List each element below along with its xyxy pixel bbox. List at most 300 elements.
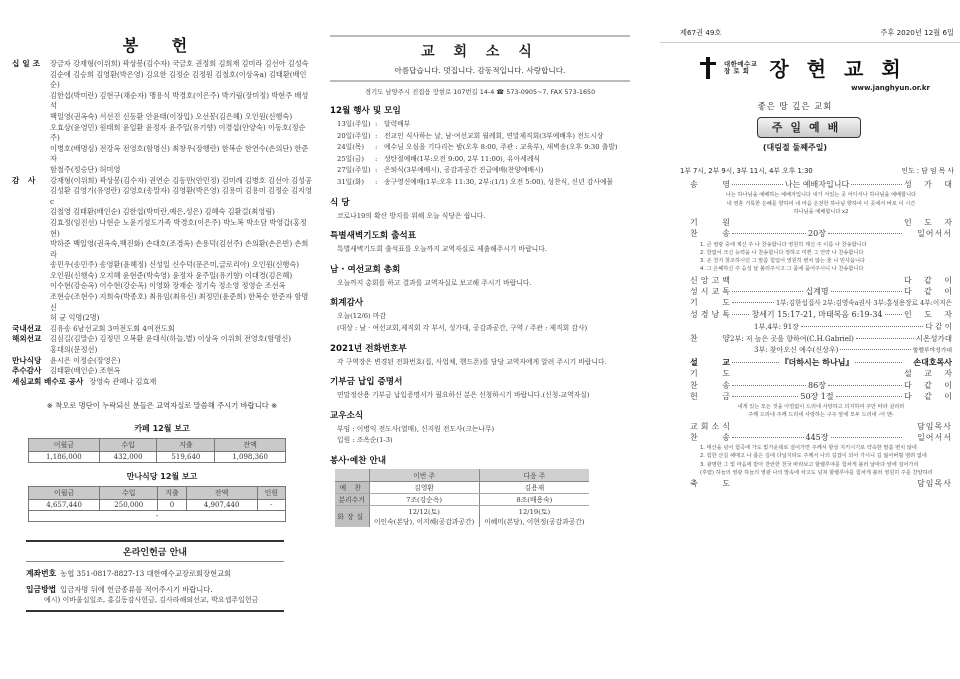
section-title: 2021년 전화번호부 xyxy=(330,343,407,354)
value-cell: 519,640 xyxy=(157,452,215,463)
order-row xyxy=(690,228,952,239)
order-responsible: 담임목사 xyxy=(917,421,952,431)
header-cell: 잔액 xyxy=(186,487,257,500)
donor-row xyxy=(12,186,312,207)
label-char: 이 xyxy=(944,286,952,296)
label-char: 이 xyxy=(944,275,952,285)
order-row xyxy=(690,345,952,357)
denomination-line: 장 로 회 xyxy=(724,66,750,75)
row-header: 예 찬 xyxy=(335,481,369,493)
order-label xyxy=(690,309,730,320)
dotted-leader xyxy=(732,302,774,303)
order-middle xyxy=(730,485,904,486)
section-title: 식 당 xyxy=(330,197,350,208)
order-row xyxy=(690,391,952,402)
donor-category-label xyxy=(12,271,50,282)
label-char: 교 xyxy=(924,369,932,379)
donor-row xyxy=(12,313,312,324)
names: 이혜미(본당), 이현정(공감과공간) xyxy=(484,518,585,527)
dotted-leader xyxy=(732,362,779,363)
label-char: 앙 xyxy=(700,275,709,285)
method-example: 예시) 이바울십일조, 홍길동감사헌금, 김사라해외선교, 박요셉주일헌금 xyxy=(44,596,259,605)
donor-names: 홍대의(문정선) xyxy=(50,345,98,355)
donor-row xyxy=(12,207,312,218)
donor-names: 김태환(배인순) 조현옥 xyxy=(50,366,121,376)
donor-row xyxy=(12,356,312,367)
names: 이인숙(본당), 이지혜(공감과공간) xyxy=(373,518,475,527)
order-label xyxy=(690,478,730,489)
order-responsible: 일어서서 xyxy=(917,432,952,442)
lyrics-line: 3. 온 천지 창조하시던 그 말씀 힘입어 영원히 변치 않는 줄 나 믿사옵니다 xyxy=(700,258,866,265)
label-char: 이 xyxy=(944,391,952,401)
church-name: 장현교회 xyxy=(769,57,919,81)
lyrics-block xyxy=(690,444,952,477)
event-text: 성탄절예배(1부:오전 9:00, 2부 11:00), 유아세례식 xyxy=(384,154,540,163)
label-char: 기 xyxy=(690,218,698,228)
online-offering-box xyxy=(26,540,284,612)
method-label: 입금방법 xyxy=(26,585,57,595)
bulletin-date: 주후 2020년 12월 6일 xyxy=(880,28,954,37)
order-row xyxy=(690,432,952,443)
method-row xyxy=(26,584,284,595)
denomination xyxy=(724,61,757,75)
section-text: 연말정산용 기부금 납입증명서가 필요하신 분은 신청하시기 바랍니다.(신청-교역자실) xyxy=(337,391,590,400)
events-list xyxy=(330,119,630,189)
label-char: 찬 xyxy=(690,432,698,442)
order-row xyxy=(690,179,952,190)
lyrics-line: 1. 큰 영광 중에 계신 주 나 찬송합니다 영원히 계신 주 이름 나 찬송합니다 xyxy=(700,241,867,248)
header-cell: 잔액 xyxy=(215,439,286,452)
label-char: 다 xyxy=(904,391,912,401)
order-responsible xyxy=(904,275,952,286)
event-row xyxy=(330,165,630,177)
header-cell: 이월금 xyxy=(29,487,100,500)
worship-order-column xyxy=(660,0,960,679)
donor-names: 윤시은 이정순(장영은) xyxy=(50,355,121,365)
section-title: 남 · 여선교회 총회 xyxy=(330,264,401,275)
church-logo xyxy=(700,53,960,82)
dotted-leader xyxy=(801,326,924,327)
section-text: 입원 : 조옥순(1-3) xyxy=(337,436,393,445)
account-label: 계좌번호 xyxy=(26,569,57,579)
donor-names: 오효상(윤영민) 원태희 윤일환 윤정자 윤주일(유기향) 이경섭(안양숙) 이동호(정순주) xyxy=(50,122,306,143)
separator: : xyxy=(375,177,378,186)
order-item: 나는 예배자입니다 xyxy=(784,180,850,189)
hymn-text: 1부,4부: 91장 xyxy=(754,322,799,331)
separator: : xyxy=(375,143,378,152)
donor-category-label: 해외선교 xyxy=(12,334,42,344)
value-cell: 0 xyxy=(158,500,186,511)
donor-names: 함철주(정승단) 허미영 xyxy=(50,164,121,174)
event-date: 13일(주일) xyxy=(337,120,371,128)
order-label xyxy=(690,333,730,344)
order-item: 십계명 xyxy=(805,286,829,296)
order-item: 20장 xyxy=(808,229,826,239)
event-date: 31일(화) xyxy=(337,177,365,186)
label-char: 도 xyxy=(722,369,730,379)
donor-row xyxy=(12,345,312,356)
date: 12/12(토) xyxy=(408,508,440,517)
section-text: (대상 : 남 · 여선교회,제직회 각 부서, 성가대, 공감과공간, 구역 / 주관 : 제직회 감사) xyxy=(337,323,588,332)
order-middle xyxy=(730,375,904,376)
label-char: 같 xyxy=(924,286,932,296)
label-char: 자 xyxy=(944,369,952,379)
donor-category-label xyxy=(12,144,50,165)
event-text: 달력배부 xyxy=(384,120,411,128)
offerings-column xyxy=(12,0,312,679)
divider xyxy=(330,35,630,37)
order-label xyxy=(690,421,730,432)
cell xyxy=(479,505,589,527)
separator: : xyxy=(375,120,378,128)
lyrics-line: 1. 태산을 넘어 험곡에 가도 빛가운데로 걸어가면 주께서 항상 지키시기로 약속한 말씀 변치 않네 xyxy=(700,444,917,451)
donor-names: 박하준 백일영(권옥숙,백진화) 손대호(조경옥) 손용덕(김선주) 손의환(손은빈) 손희라 xyxy=(50,239,309,259)
order-label xyxy=(690,357,730,368)
denomination-line: 대한예수교 xyxy=(724,59,758,68)
donor-category-label xyxy=(12,239,50,260)
hymn-text: 2부: 저 높은 곳을 향하여(C.H.Gabriel) xyxy=(730,334,854,343)
section-text: 오늘까지 총회를 하고 결과를 교역자실로 보고해 주시기 바랍니다. xyxy=(337,278,532,287)
website-link[interactable]: www.janghyun.or.kr xyxy=(851,84,930,92)
order-row xyxy=(690,217,952,228)
label-char: 헌 xyxy=(690,391,698,401)
donor-category-label xyxy=(12,292,50,313)
label-char: 성 xyxy=(690,310,698,320)
order-responsible xyxy=(904,380,952,391)
order-responsible: 손대호목사 xyxy=(913,358,952,368)
label-char: 같 xyxy=(924,380,932,390)
dotted-leader xyxy=(831,291,902,292)
donor-row xyxy=(12,165,312,176)
donor-category-label xyxy=(12,345,50,356)
dotted-leader xyxy=(732,184,783,185)
order-item: 창세기 15:17-21, 마태복음 6:19-34 xyxy=(751,310,883,320)
lyrics-block xyxy=(690,241,952,274)
order-middle xyxy=(730,334,916,345)
label-char: 송 xyxy=(690,180,698,189)
donor-row xyxy=(12,271,312,282)
label-char: 다 xyxy=(904,380,912,390)
donor-category-label xyxy=(12,207,50,218)
cell: 김영환 xyxy=(369,481,479,493)
order-row xyxy=(690,309,952,320)
donor-row xyxy=(12,260,312,271)
order-row xyxy=(690,297,952,309)
donor-names: 김성환 김영기(유영란) 김영호(송말자) 김영환(박은영) 김용미 김용미 김정순 김지영c xyxy=(50,186,312,206)
donor-category-label: 만나식당 xyxy=(12,355,42,365)
label-char: 원 xyxy=(722,218,730,228)
event-text: 예수님 오심을 기다리는 밤(오후 8:00, 주관 : 교육부), 새벽송(오후 9:30 출발) xyxy=(384,143,618,152)
section-text: 특별새벽기도회 출석표를 오늘까지 교역자실로 제출해주시기 바랍니다. xyxy=(337,245,547,254)
section-title: 특별새벽기도회 출석표 xyxy=(330,231,417,242)
event-text: 송구영신예배(1부:오후 11:30, 2부:(1/1) 오전 5:00), 성찬식, 신년 감사예물 xyxy=(384,177,614,186)
order-responsible xyxy=(904,391,952,402)
section-text: 각 구역장은 변경된 전화번호(집, 사업체, 핸드폰)를 담당 교역자에게 알려 주시기 바랍니다. xyxy=(337,357,607,366)
event-date: 25일(금) xyxy=(337,154,365,163)
donor-names: 조현승(조현수) 지희숙(박종호) 최유임(최유신) 최정민(윤준희) 한복순 한준자 함명신 xyxy=(50,292,309,312)
label-char: 인 xyxy=(904,218,912,228)
label-char: 가 xyxy=(924,180,932,189)
order-label xyxy=(690,286,730,297)
church-motto: 좋은 땅 깊은 교회 xyxy=(757,101,833,111)
label-char: 같 xyxy=(924,391,932,401)
header-cell: 다음 주 xyxy=(479,469,589,482)
donor-row xyxy=(12,377,312,388)
order-responsible: 담임목사 xyxy=(917,479,952,489)
lyrics-line: 2. 한없이 크신 능력을 나 찬송합니다 정하고 미쁜 그 언약 나 찬송합니다 xyxy=(700,249,864,256)
label-char: 성 xyxy=(904,180,912,189)
donor-row xyxy=(12,70,312,91)
order-label xyxy=(690,228,730,239)
order-label xyxy=(690,368,730,379)
donor-category-label xyxy=(12,91,50,112)
donor-category-label: 십일조 xyxy=(12,59,44,68)
donor-row xyxy=(12,112,312,123)
cell: 8조(배용숙) xyxy=(479,493,589,505)
order-row xyxy=(690,380,952,391)
worship-subtitle: (대림절 둘째주일) xyxy=(762,143,828,152)
header-cell: 수입 xyxy=(99,439,157,452)
order-responsible: 할렐루야성가대 xyxy=(912,347,952,354)
order-label xyxy=(690,217,730,228)
dotted-leader xyxy=(732,291,803,292)
order-row xyxy=(690,421,952,432)
order-responsible: 일어서서 xyxy=(917,229,952,239)
event-row xyxy=(330,119,630,131)
lyrics-line: 2. 힘한 산길 헤매고 나 좁은 길에 다닐지라도 주께서 나의 길잡이 되어 가시니 길 잃어버릴 염려 없네 xyxy=(700,453,927,460)
order-row xyxy=(690,286,952,297)
event-text: 은퇴식(3부예배시), 공감과공간 진급예배(찬양예배시) xyxy=(384,166,544,175)
order-label xyxy=(690,432,730,443)
order-middle xyxy=(730,179,904,190)
donor-names: 이수현(강순옥) 이수현(강순옥) 이영화 장재순 정기숙 정소영 정영순 조선옥 xyxy=(50,281,286,291)
order-middle xyxy=(730,357,904,368)
online-offering-title: 온라인헌금 안내 xyxy=(26,542,284,562)
order-middle xyxy=(730,432,904,443)
row-header: 화장실 xyxy=(335,505,369,527)
bulletin-header xyxy=(660,28,960,43)
dotted-leader xyxy=(836,396,902,397)
service-times: 1부 7시, 2부 9시, 3부 11시, 4부 오후 1:30 xyxy=(680,167,813,175)
order-label xyxy=(690,297,730,308)
donor-names: 이병호(배명심) 전강옥 전영호(함명신) 최창우(장행란) 한복순 한연수(손의단) 한준자 xyxy=(50,143,309,164)
label-char: 백 xyxy=(722,275,730,285)
event-date: 24일(목) xyxy=(337,143,365,152)
label-char: 영 xyxy=(722,180,730,189)
order-row xyxy=(690,275,952,286)
label-char: 설 xyxy=(904,369,912,379)
separator: : xyxy=(375,166,378,175)
order-middle xyxy=(730,228,904,239)
label-char: 회 xyxy=(700,421,709,431)
label-char: 송 xyxy=(722,380,730,390)
label-char: 금 xyxy=(722,391,730,401)
lyrics-line: 하나님을 예배합니다 x2 xyxy=(793,208,849,215)
donor-category-label xyxy=(12,123,50,144)
order-of-service xyxy=(690,179,952,489)
label-char: 교 xyxy=(690,421,698,431)
section-title: 교우소식 xyxy=(330,410,364,421)
donor-row xyxy=(12,281,312,292)
lyrics-line: 내게 있는 모든 것을 아낌없이 드리네 사랑하고 의지하여 주만 따라 살리라 xyxy=(737,403,905,410)
donor-names: 김효정(임진선) 나현순 노윤기성도가족 박경호(이은주) 박노복 박소담 박영갑(홍정현) xyxy=(50,217,307,238)
worship-title: 주일예배 xyxy=(757,117,861,138)
order-responsible xyxy=(904,309,952,320)
label-char: 낭 xyxy=(711,310,720,320)
donor-category-label: 감 사 xyxy=(12,175,39,185)
donor-category-label xyxy=(12,260,50,271)
label-char: 도 xyxy=(722,479,730,489)
order-item: 1부:김한섭집사 2부:김영숙a권사 3부:홍성용장로 4부:이지은 xyxy=(775,299,952,308)
footer-cell: - xyxy=(29,511,286,522)
header-cell: 지출 xyxy=(158,487,186,500)
service-table xyxy=(335,469,589,527)
section-title: 회계감사 xyxy=(330,298,364,309)
donor-category-label: 추수감사 xyxy=(12,366,42,376)
account-row xyxy=(26,568,284,579)
manna-report-table xyxy=(28,486,286,522)
divider xyxy=(330,80,630,82)
dotted-leader xyxy=(831,437,903,438)
lyrics-line: 4. 그 은혜하신 주 음성 날 불러주시고 그 품에 품어주시니 나 찬송합니다 xyxy=(700,266,864,273)
donor-category-label xyxy=(12,313,50,324)
order-middle xyxy=(730,286,904,297)
order-responsible: 시온성가대 xyxy=(915,333,952,343)
order-responsible xyxy=(904,286,952,297)
donor-row xyxy=(12,334,312,345)
label-char: 송 xyxy=(722,229,730,239)
donor-row xyxy=(12,324,312,335)
label-char: 도 xyxy=(924,310,932,320)
dotted-leader xyxy=(828,385,902,386)
donor-row xyxy=(12,218,312,239)
label-char: 설 xyxy=(690,358,698,368)
dotted-leader xyxy=(732,437,804,438)
manna-report-title: 만나식당 12월 보고 xyxy=(126,472,198,482)
donor-names: 허 균 익명(2명) xyxy=(50,313,100,323)
separator: : xyxy=(375,131,378,140)
donor-names: 김순애 김승희 김영환(박은영) 김요한 김정순 김정원 김철호(이상옥a) 김태환(배인순) xyxy=(50,69,307,90)
order-responsible xyxy=(904,179,952,190)
event-row xyxy=(330,142,630,154)
order-label xyxy=(690,179,730,190)
events-title: 12월 행사 및 모임 xyxy=(330,106,401,116)
label-char: 다 xyxy=(904,286,912,296)
event-text: 전교인 식사하는 날, 남·여선교회 월례회, 연말제직회(3부예배후) 전도시상 xyxy=(384,131,604,140)
donor-names: 장금자 강재형(이위희) 곽상봉(김수자) 국금호 권정희 김희재 김미라 김선아 김성숙 xyxy=(50,59,309,68)
account-value: 농협 351-0817-8827-13 대한예수교장로회장현교회 xyxy=(60,569,232,579)
order-label xyxy=(690,391,730,402)
order-responsible xyxy=(904,217,952,228)
event-row xyxy=(330,131,630,143)
header-cell: 수입 xyxy=(100,487,158,500)
label-char: 경 xyxy=(700,310,709,320)
label-char: 양 xyxy=(722,333,730,343)
omission-notice: ※ 착오로 명단이 누락되신 분들은 교역자실로 말씀해 주시기 바랍니다 ※ xyxy=(46,401,278,411)
donor-names: 강재형(이위희) 곽상봉(김수자) 권연순 김동만(안민정) 김미례 김병호 김선아 김성공 xyxy=(50,175,312,185)
lyrics-block xyxy=(690,191,952,216)
label-char: 찬 xyxy=(690,229,698,239)
label-char: 찬 xyxy=(690,380,698,390)
news-subtitle: 아름답습니다. 멋집니다. 감동적입니다. 사랑합니다. xyxy=(394,66,566,75)
event-row xyxy=(330,177,630,189)
method-value: 입금자명 뒤에 헌금종류를 적어주시기 바랍니다. xyxy=(60,585,213,595)
donor-category-label xyxy=(12,281,50,292)
order-middle xyxy=(730,345,913,356)
label-char: 성 xyxy=(690,286,698,296)
label-char: 신 xyxy=(690,275,698,285)
hymn-text: 3부: 찾아오신 예수(신상우) xyxy=(754,345,839,354)
cafe-report-title: 카페 12월 보고 xyxy=(134,424,190,434)
label-char: 시 xyxy=(700,286,709,296)
label-char: 찬 xyxy=(690,333,698,343)
donor-category-label xyxy=(12,165,50,176)
order-row xyxy=(690,333,952,345)
dotted-leader xyxy=(855,362,902,363)
order-responsible: 다 같 이 xyxy=(925,321,952,331)
label-char: 소 xyxy=(711,421,720,431)
label-char: 교 xyxy=(711,286,720,296)
cross-icon xyxy=(700,57,716,79)
volume-number: 제67권 49호 xyxy=(680,28,722,37)
value-cell: 432,000 xyxy=(99,452,157,463)
order-row xyxy=(690,321,952,333)
label-char: 도 xyxy=(924,218,932,228)
label-char: 같 xyxy=(924,275,932,285)
value-cell: 4,657,440 xyxy=(29,500,100,511)
label-char: 독 xyxy=(722,310,730,320)
donor-names: 김한섭(박미란) 김현구(채순자) 맹용식 박경호(이은주) 박기림(장미정) 박현주 배성석 xyxy=(50,90,309,111)
value-cell: 1,186,000 xyxy=(29,452,100,463)
dotted-leader xyxy=(885,314,902,315)
news-title: 교 회 소 식 xyxy=(421,44,539,60)
separator: : xyxy=(375,154,378,163)
order-middle xyxy=(730,322,925,333)
label-char: 독 xyxy=(722,286,730,296)
order-middle xyxy=(730,428,904,429)
dotted-leader xyxy=(732,233,806,234)
value-cell: 4,907,440 xyxy=(186,500,257,511)
church-address: 경기도 남양주시 진접읍 장현로 107번길 14-4 ☎ 573-0905~7, FAX 573-1650 xyxy=(364,88,596,96)
donor-names: 김철영 김태환(배인순) 김한섭(박미란,예은,성은) 김혜숙 김환걸(최영림) xyxy=(50,207,275,217)
order-row xyxy=(690,368,952,379)
dotted-leader xyxy=(851,184,902,185)
donor-category-label: 국내선교 xyxy=(12,323,42,333)
donor-row xyxy=(12,91,312,112)
lyrics-line: 3. 광명한 그 빛 마음에 받아 찬란한 천국 바라보고 할렐루야를 힘차게 불러 날마다 앞에 걸어가리 xyxy=(700,461,919,468)
order-middle xyxy=(730,298,952,309)
order-middle xyxy=(730,391,904,402)
header-cell: 인원 xyxy=(257,487,285,500)
label-char: 도 xyxy=(722,298,730,308)
donor-list xyxy=(12,59,312,387)
label-char: 다 xyxy=(904,275,912,285)
label-char: 고 xyxy=(711,275,720,285)
donor-category-label xyxy=(12,186,50,207)
lyrics-line: 나는 하나님을 예배하는 예배자입니다 내가 서있는 곳 어디서나 하나님을 예배합니다 xyxy=(725,192,917,199)
date: 12/19(토) xyxy=(518,508,551,517)
label-char: 송 xyxy=(722,432,730,442)
event-date: 27일(주일) xyxy=(337,166,371,175)
row-header: 분리수거 xyxy=(335,493,369,505)
cell: 김용재 xyxy=(479,481,589,493)
cell: 7조(강순옥) xyxy=(369,493,479,505)
donor-category-label: 세심교회 배수로 공사 xyxy=(12,376,84,386)
service-times-row xyxy=(660,165,960,175)
lyrics-line: (후렴) 하늘의 영광 하늘의 영광 나의 맘속에 차고도 넘쳐 할렐루야를 힘차게 불러 영원히 주를 찬양하리 xyxy=(700,469,933,476)
cafe-report-table xyxy=(28,438,286,463)
order-item: 86장 xyxy=(808,380,826,390)
